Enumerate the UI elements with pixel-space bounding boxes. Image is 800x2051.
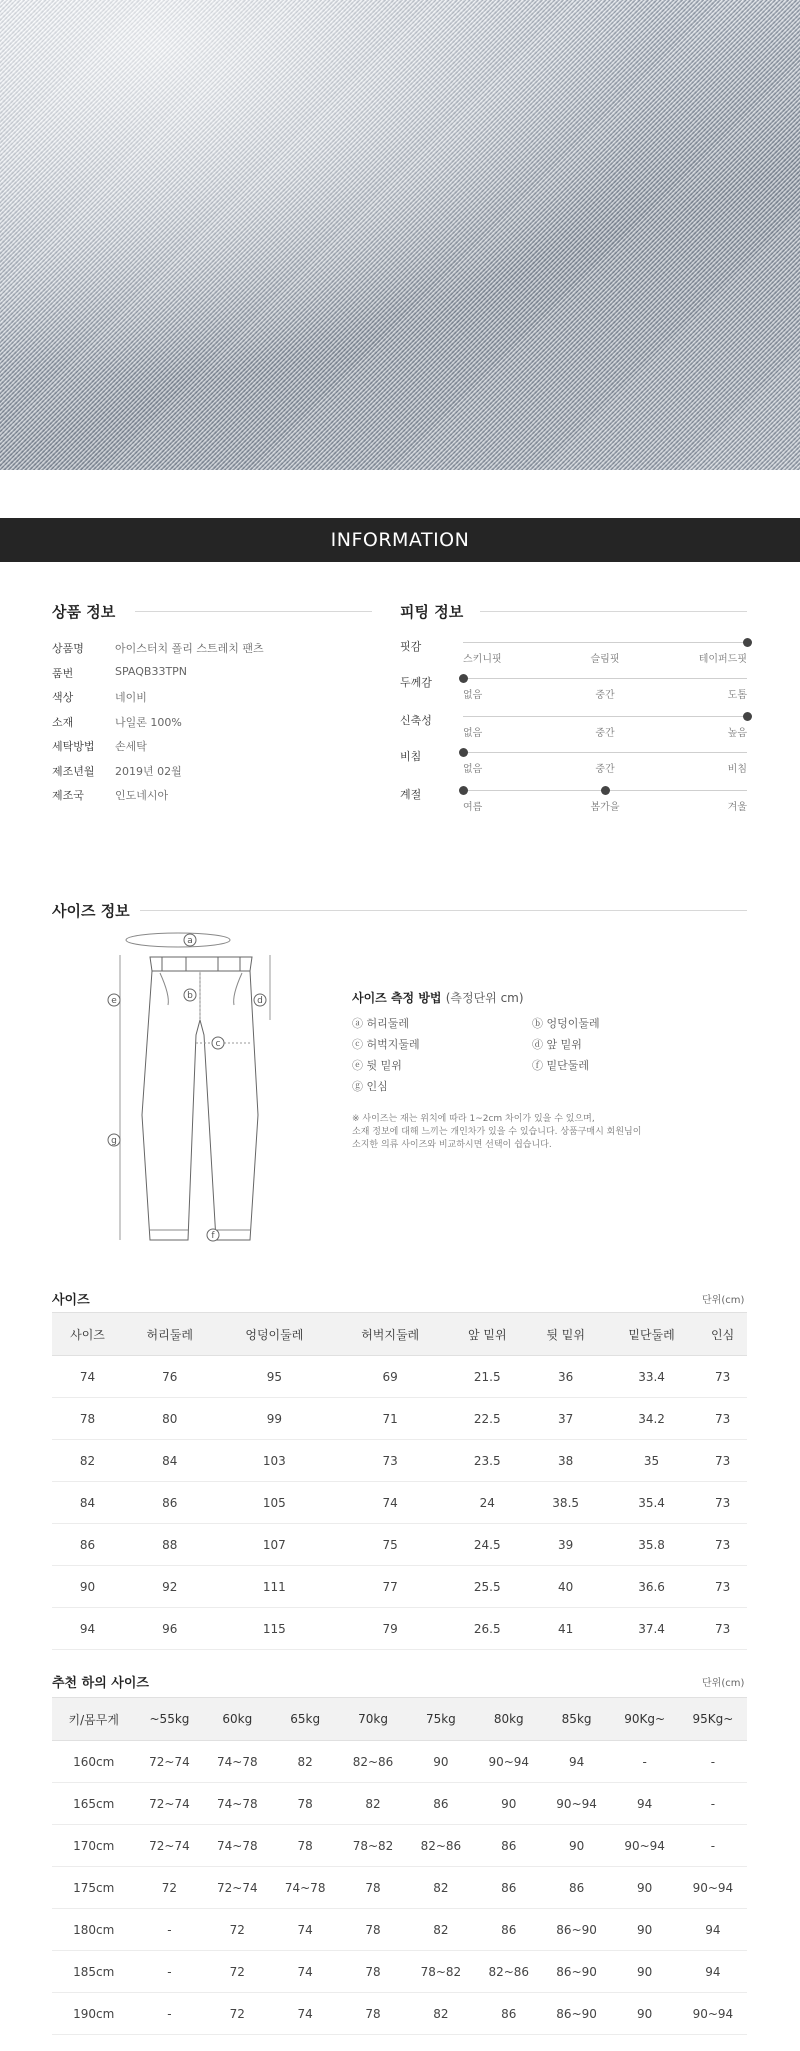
table-cell: 74 <box>271 1993 339 2035</box>
diagram-marker-a: a <box>187 936 193 946</box>
table-cell: 72 <box>203 1909 271 1951</box>
table-cell: 73 <box>698 1356 747 1398</box>
table-cell: 73 <box>698 1524 747 1566</box>
table-cell: 95 <box>216 1356 332 1398</box>
product-info-key: 소재 <box>52 715 74 729</box>
table-row <box>52 1783 747 1825</box>
table-cell: 82 <box>339 1783 407 1825</box>
measure-name: 밑단둘레 <box>546 1059 590 1072</box>
table-cell: 74~78 <box>203 1741 271 1783</box>
table-cell: 96 <box>123 1608 216 1650</box>
table-cell: 24.5 <box>448 1524 526 1566</box>
table-cell: - <box>679 1741 747 1783</box>
table-cell: 90~94 <box>679 1867 747 1909</box>
table-cell: 72 <box>203 1993 271 2035</box>
fitting-option-label: 중간 <box>595 764 615 775</box>
product-info-value: 아이스터치 폴리 스트레치 팬츠 <box>115 642 264 655</box>
reco-table <box>52 1697 747 2035</box>
table-row <box>52 1524 747 1566</box>
table-cell: 90~94 <box>611 1825 679 1867</box>
product-info-value: 네이비 <box>115 691 147 704</box>
table-cell: 107 <box>216 1524 332 1566</box>
table-cell: 34.2 <box>605 1398 698 1440</box>
table-cell: 103 <box>216 1440 332 1482</box>
diagram-marker-d: d <box>257 996 263 1006</box>
table-header-row <box>52 1698 747 1741</box>
table-cell: 74 <box>271 1909 339 1951</box>
table-cell: 74~78 <box>203 1825 271 1867</box>
table-cell: 22.5 <box>448 1398 526 1440</box>
table-row <box>52 1951 747 1993</box>
table-cell: 78 <box>271 1825 339 1867</box>
table-cell: 86 <box>475 1993 543 2035</box>
table-header-cell: 엉덩이둘레 <box>216 1313 332 1356</box>
fitting-scale-track <box>463 716 747 717</box>
table-cell: 92 <box>123 1566 216 1608</box>
table-cell: 90 <box>611 1909 679 1951</box>
table-cell: 86 <box>407 1783 475 1825</box>
table-header-cell: 70kg <box>339 1698 407 1741</box>
fitting-label: 계절 <box>400 788 422 801</box>
fitting-label: 핏감 <box>400 640 422 653</box>
table-header-cell: 허벅지둘레 <box>332 1313 448 1356</box>
table-cell: 82~86 <box>407 1825 475 1867</box>
measure-name: 인심 <box>366 1080 388 1093</box>
table-cell: 90 <box>52 1566 123 1608</box>
table-cell: 115 <box>216 1608 332 1650</box>
diagram-marker-e: e <box>111 996 117 1006</box>
product-info-key: 색상 <box>52 691 74 704</box>
fabric-closeup-image <box>0 0 800 470</box>
measure-item <box>532 1057 589 1073</box>
pants-diagram <box>100 925 300 1250</box>
table-cell: 84 <box>123 1440 216 1482</box>
table-cell: 73 <box>698 1482 747 1524</box>
table-cell: 78 <box>271 1783 339 1825</box>
table-header-cell: 80kg <box>475 1698 543 1741</box>
table-cell: 69 <box>332 1356 448 1398</box>
table-cell: 86 <box>52 1524 123 1566</box>
product-info-row <box>52 714 372 730</box>
table-cell: 72 <box>136 1867 204 1909</box>
product-info-value: 나일론 100% <box>115 715 182 729</box>
product-info-row <box>52 738 372 754</box>
table-cell: 185cm <box>52 1951 136 1993</box>
table-cell: 35.8 <box>605 1524 698 1566</box>
table-cell: 72~74 <box>136 1825 204 1867</box>
table-cell: 72~74 <box>203 1867 271 1909</box>
table-header-cell: 인심 <box>698 1313 747 1356</box>
table-cell: 25.5 <box>448 1566 526 1608</box>
diagram-marker-f: f <box>211 1231 215 1241</box>
size-note-line: 소재 정보에 대해 느끼는 개인차가 있을 수 있습니다. 상품구매시 회원님이 <box>352 1127 642 1137</box>
table-cell: 78 <box>339 1993 407 2035</box>
table-row <box>52 1993 747 2035</box>
table-cell: 105 <box>216 1482 332 1524</box>
product-info-value: 손세탁 <box>115 740 147 753</box>
measure-mark: ⓐ <box>352 1017 363 1030</box>
table-cell: 82 <box>271 1741 339 1783</box>
diagram-marker-b: b <box>187 991 193 1001</box>
fitting-option-label: 여름 <box>463 802 483 813</box>
table-cell: 26.5 <box>448 1608 526 1650</box>
table-cell: 72~74 <box>136 1783 204 1825</box>
table-cell: 86~90 <box>543 1951 611 1993</box>
size-table-unit: 단위(cm) <box>702 1295 745 1306</box>
table-cell: 78 <box>339 1951 407 1993</box>
table-cell: 21.5 <box>448 1356 526 1398</box>
fitting-option-label: 없음 <box>463 728 483 739</box>
table-cell: 82~86 <box>339 1741 407 1783</box>
table-cell: 111 <box>216 1566 332 1608</box>
table-cell: 90~94 <box>679 1993 747 2035</box>
fitting-option-label: 슬림핏 <box>590 654 620 665</box>
table-cell: 73 <box>698 1398 747 1440</box>
table-row <box>52 1825 747 1867</box>
size-note-line: ※ 사이즈는 재는 위치에 따라 1~2cm 차이가 있을 수 있으며, <box>352 1114 595 1124</box>
measure-mark: ⓓ <box>532 1038 543 1051</box>
table-cell: 79 <box>332 1608 448 1650</box>
product-info-key: 상품명 <box>52 642 84 655</box>
measure-name: 엉덩이둘레 <box>546 1017 600 1030</box>
measure-item <box>352 1078 388 1094</box>
table-cell: 82 <box>407 1993 475 2035</box>
table-cell: 38.5 <box>526 1482 604 1524</box>
table-cell: 40 <box>526 1566 604 1608</box>
table-header-cell: 65kg <box>271 1698 339 1741</box>
table-cell: 74~78 <box>271 1867 339 1909</box>
table-cell: 86 <box>475 1867 543 1909</box>
table-cell: 86 <box>475 1909 543 1951</box>
table-cell: 190cm <box>52 1993 136 2035</box>
product-info-key: 품번 <box>52 666 74 680</box>
measure-item <box>352 1036 420 1052</box>
measure-item <box>532 1036 582 1052</box>
table-cell: 24 <box>448 1482 526 1524</box>
fitting-selected-dot <box>743 638 752 647</box>
measure-item <box>352 1057 402 1073</box>
product-info-key: 제조년월 <box>52 764 95 778</box>
fitting-selected-dot <box>601 786 610 795</box>
table-cell: 84 <box>52 1482 123 1524</box>
table-header-cell: 60kg <box>203 1698 271 1741</box>
table-cell: 78 <box>339 1867 407 1909</box>
table-cell: 78 <box>52 1398 123 1440</box>
table-cell: 90 <box>611 1951 679 1993</box>
fitting-option-label: 중간 <box>595 690 615 701</box>
table-cell: 82 <box>407 1867 475 1909</box>
table-cell: 74 <box>332 1482 448 1524</box>
measure-method-title: 사이즈 측정 방법 (측정단위 cm) <box>352 991 524 1005</box>
size-table <box>52 1312 747 1650</box>
product-info-row <box>52 689 372 705</box>
product-info-title: 상품 정보 <box>52 603 116 621</box>
table-cell: 90~94 <box>543 1783 611 1825</box>
table-row <box>52 1741 747 1783</box>
table-cell: 90 <box>611 1867 679 1909</box>
table-row <box>52 1398 747 1440</box>
fitting-option-label: 없음 <box>463 764 483 775</box>
table-header-cell: 75kg <box>407 1698 475 1741</box>
table-cell: 78~82 <box>339 1825 407 1867</box>
fitting-option-label: 비침 <box>727 764 747 775</box>
table-header-cell: 뒷 밑위 <box>526 1313 604 1356</box>
product-info-key: 세탁방법 <box>52 740 95 753</box>
fitting-label: 두께감 <box>400 676 432 689</box>
table-cell: 73 <box>698 1566 747 1608</box>
table-header-cell: 85kg <box>543 1698 611 1741</box>
table-cell: 90~94 <box>475 1741 543 1783</box>
product-info-row <box>52 787 372 803</box>
product-info-row <box>52 640 372 656</box>
table-cell: 36.6 <box>605 1566 698 1608</box>
information-banner: INFORMATION <box>0 518 800 562</box>
table-cell: 175cm <box>52 1867 136 1909</box>
table-header-row <box>52 1313 747 1356</box>
reco-table-unit: 단위(cm) <box>702 1678 745 1689</box>
table-row <box>52 1482 747 1524</box>
product-info-row <box>52 665 372 681</box>
fitting-option-label: 없음 <box>463 690 483 701</box>
table-cell: - <box>136 1951 204 1993</box>
fitting-selected-dot <box>459 674 468 683</box>
table-cell: 94 <box>679 1951 747 1993</box>
fitting-option-label: 도톰 <box>727 690 747 701</box>
table-cell: 76 <box>123 1356 216 1398</box>
table-cell: 94 <box>611 1783 679 1825</box>
table-cell: 37 <box>526 1398 604 1440</box>
table-cell: 72~74 <box>136 1741 204 1783</box>
measure-item <box>532 1015 600 1031</box>
measure-name: 허벅지둘레 <box>366 1038 420 1051</box>
product-info-divider <box>135 611 372 612</box>
table-cell: 33.4 <box>605 1356 698 1398</box>
table-cell: 82 <box>407 1909 475 1951</box>
measure-mark: ⓔ <box>352 1059 363 1072</box>
table-cell: 94 <box>52 1608 123 1650</box>
table-cell: 39 <box>526 1524 604 1566</box>
table-header-cell: 허리둘레 <box>123 1313 216 1356</box>
table-cell: 23.5 <box>448 1440 526 1482</box>
fitting-info-title: 피팅 정보 <box>400 603 464 621</box>
table-header-cell: 95Kg~ <box>679 1698 747 1741</box>
measure-unit: (측정단위 cm) <box>445 991 524 1005</box>
measure-mark: ⓒ <box>352 1038 363 1051</box>
table-row <box>52 1440 747 1482</box>
table-cell: 73 <box>698 1440 747 1482</box>
product-info-value: 인도네시아 <box>115 789 169 802</box>
table-cell: 90 <box>475 1783 543 1825</box>
table-cell: 90 <box>611 1993 679 2035</box>
fitting-option-label: 스키니핏 <box>463 654 502 665</box>
product-info-key: 제조국 <box>52 789 84 802</box>
table-header-cell: ~55kg <box>136 1698 204 1741</box>
table-cell: 71 <box>332 1398 448 1440</box>
product-info-row <box>52 763 372 779</box>
table-row <box>52 1867 747 1909</box>
table-cell: 80 <box>123 1398 216 1440</box>
table-cell: 180cm <box>52 1909 136 1951</box>
table-header-cell: 90Kg~ <box>611 1698 679 1741</box>
fitting-info-divider <box>480 611 747 612</box>
table-cell: 86~90 <box>543 1993 611 2035</box>
table-cell: 38 <box>526 1440 604 1482</box>
table-cell: 82~86 <box>475 1951 543 1993</box>
table-cell: 94 <box>679 1909 747 1951</box>
measure-name: 뒷 밑위 <box>366 1059 402 1072</box>
size-table-title: 사이즈 <box>52 1293 90 1308</box>
table-cell: 165cm <box>52 1783 136 1825</box>
table-cell: 37.4 <box>605 1608 698 1650</box>
table-cell: 78 <box>339 1909 407 1951</box>
table-row <box>52 1608 747 1650</box>
fitting-scale-track <box>463 752 747 753</box>
table-cell: - <box>679 1783 747 1825</box>
table-row <box>52 1566 747 1608</box>
table-cell: 78~82 <box>407 1951 475 1993</box>
fitting-option-label: 겨울 <box>727 802 747 813</box>
table-cell: 77 <box>332 1566 448 1608</box>
fitting-option-label: 봄가을 <box>590 802 620 813</box>
table-cell: 90 <box>407 1741 475 1783</box>
table-cell: 73 <box>332 1440 448 1482</box>
table-cell: 73 <box>698 1608 747 1650</box>
fitting-option-label: 높음 <box>727 728 747 739</box>
size-info-title: 사이즈 정보 <box>52 902 130 920</box>
diagram-marker-g: g <box>111 1136 117 1146</box>
table-cell: 72 <box>203 1951 271 1993</box>
measure-mark: ⓑ <box>532 1017 543 1030</box>
measure-item <box>352 1015 409 1031</box>
table-cell: 35 <box>605 1440 698 1482</box>
table-cell: 99 <box>216 1398 332 1440</box>
table-cell: 94 <box>543 1741 611 1783</box>
fitting-label: 비침 <box>400 750 422 763</box>
table-header-cell: 밑단둘레 <box>605 1313 698 1356</box>
measure-mark: ⓕ <box>532 1059 543 1072</box>
table-cell: 35.4 <box>605 1482 698 1524</box>
table-row <box>52 1356 747 1398</box>
table-cell: 74 <box>52 1356 123 1398</box>
table-cell: - <box>136 1993 204 2035</box>
table-cell: 86 <box>475 1825 543 1867</box>
measure-name: 앞 밑위 <box>546 1038 582 1051</box>
table-cell: 82 <box>52 1440 123 1482</box>
fitting-option-label: 테이퍼드핏 <box>698 654 747 665</box>
table-cell: 86~90 <box>543 1909 611 1951</box>
table-cell: 88 <box>123 1524 216 1566</box>
product-info-value: 2019년 02월 <box>115 764 182 778</box>
table-cell: 86 <box>543 1867 611 1909</box>
fitting-option-label: 중간 <box>595 728 615 739</box>
table-cell: 74 <box>271 1951 339 1993</box>
fitting-scale-track <box>463 642 747 643</box>
table-cell: 36 <box>526 1356 604 1398</box>
table-cell: - <box>611 1741 679 1783</box>
measure-mark: ⓖ <box>352 1080 363 1093</box>
diagram-marker-c: c <box>215 1039 221 1049</box>
table-header-cell: 사이즈 <box>52 1313 123 1356</box>
table-cell: 90 <box>543 1825 611 1867</box>
table-cell: 75 <box>332 1524 448 1566</box>
table-header-cell: 앞 밑위 <box>448 1313 526 1356</box>
table-cell: 86 <box>123 1482 216 1524</box>
reco-table-title: 추천 하의 사이즈 <box>52 1676 149 1691</box>
fitting-label: 신축성 <box>400 714 432 727</box>
table-cell: 74~78 <box>203 1783 271 1825</box>
fitting-selected-dot <box>459 748 468 757</box>
size-note <box>352 1113 692 1152</box>
table-cell: 170cm <box>52 1825 136 1867</box>
table-row <box>52 1909 747 1951</box>
size-note-line: 소지한 의류 사이즈와 비교하시면 선택이 쉽습니다. <box>352 1140 552 1150</box>
product-info-value: SPAQB33TPN <box>115 664 188 678</box>
table-cell: 41 <box>526 1608 604 1650</box>
size-info-divider <box>140 910 747 911</box>
table-cell: 160cm <box>52 1741 136 1783</box>
fitting-selected-dot <box>743 712 752 721</box>
table-header-cell: 키/몸무게 <box>52 1698 136 1741</box>
fitting-scale-track <box>463 678 747 679</box>
table-cell: - <box>679 1825 747 1867</box>
fitting-selected-dot <box>459 786 468 795</box>
measure-name: 허리둘레 <box>366 1017 410 1030</box>
table-cell: - <box>136 1909 204 1951</box>
